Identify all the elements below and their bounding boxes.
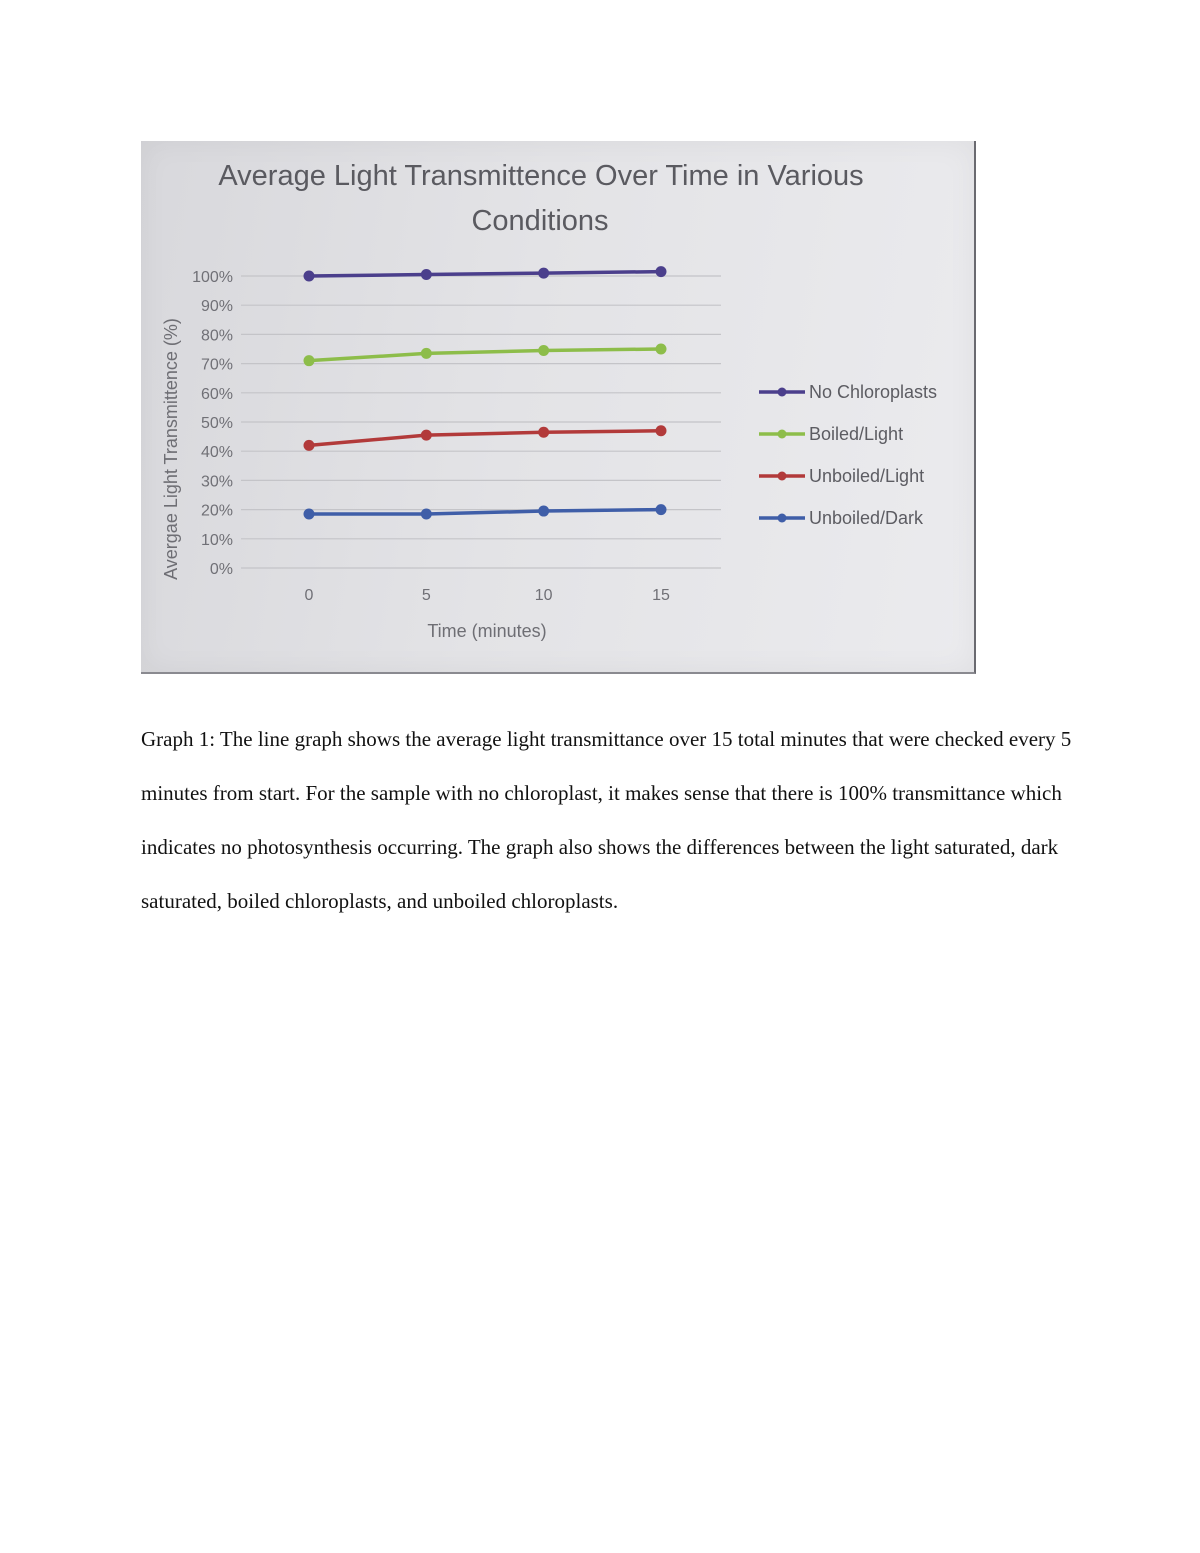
data-point bbox=[656, 504, 667, 515]
y-tick-label: 90% bbox=[200, 298, 233, 316]
series-unboiled-dark bbox=[304, 504, 667, 519]
data-point bbox=[304, 508, 315, 519]
x-tick-label: 15 bbox=[652, 587, 670, 604]
gridlines bbox=[241, 276, 721, 568]
legend bbox=[759, 382, 937, 528]
data-point bbox=[421, 348, 432, 359]
y-tick-label: 10% bbox=[200, 531, 233, 549]
y-tick-label: 30% bbox=[200, 473, 233, 491]
series-line bbox=[309, 431, 661, 446]
legend-swatch-marker bbox=[778, 472, 787, 481]
data-point bbox=[538, 268, 549, 279]
y-tick-label: 100% bbox=[192, 269, 233, 286]
series-unboiled-light bbox=[304, 425, 667, 451]
series-line bbox=[309, 349, 661, 361]
data-point bbox=[421, 430, 432, 441]
x-axis-title: Time (minutes) bbox=[427, 621, 547, 641]
y-axis-title: Avergae Light Transmittence (%) bbox=[161, 318, 181, 580]
data-point bbox=[304, 355, 315, 366]
x-tick-label: 0 bbox=[304, 587, 314, 604]
data-point bbox=[656, 425, 667, 436]
series-no-chloroplasts bbox=[304, 266, 667, 281]
y-axis-ticks bbox=[192, 269, 233, 578]
x-tick-label: 10 bbox=[534, 587, 553, 604]
y-tick-label: 0% bbox=[209, 561, 233, 578]
legend-label: No Chloroplasts bbox=[809, 382, 938, 402]
legend-item bbox=[759, 424, 903, 444]
data-point bbox=[421, 508, 432, 519]
chart-title-line-1: Average Light Transmittence Over Time in Various bbox=[218, 160, 864, 192]
series-line bbox=[309, 272, 661, 276]
y-tick-label: 70% bbox=[200, 356, 233, 374]
legend-swatch-marker bbox=[778, 388, 787, 397]
legend-label: Unboiled/Light bbox=[809, 466, 925, 486]
graph-caption: Graph 1: The line graph shows the average light transmittance over 15 total minutes that were checked every 5 minutes from start. For the sample with no chloroplast, it makes sense that there is 100% transmittance which indicates no photosynthesis occurring. The graph also shows the differences between the light saturated, dark saturated, boiled chloroplasts, and unboiled chloroplasts. bbox=[141, 727, 1072, 913]
x-tick-label: 5 bbox=[421, 587, 431, 604]
y-tick-label: 40% bbox=[200, 444, 233, 462]
legend-swatch-marker bbox=[778, 430, 787, 439]
y-tick-label: 20% bbox=[200, 502, 233, 520]
chart-image bbox=[141, 141, 976, 674]
data-point bbox=[304, 440, 315, 451]
chart-title-line-2: Conditions bbox=[471, 205, 609, 237]
x-axis-ticks bbox=[305, 587, 670, 604]
y-tick-label: 80% bbox=[200, 327, 233, 345]
legend-label: Boiled/Light bbox=[809, 424, 904, 444]
data-point bbox=[656, 344, 667, 355]
legend-swatch-marker bbox=[778, 514, 787, 523]
legend-label: Unboiled/Dark bbox=[809, 508, 924, 528]
legend-item bbox=[759, 466, 924, 486]
data-point bbox=[538, 345, 549, 356]
line-chart bbox=[141, 141, 974, 672]
series-line bbox=[309, 510, 661, 514]
y-tick-label: 50% bbox=[200, 415, 233, 432]
legend-item bbox=[759, 382, 937, 402]
data-point bbox=[538, 506, 549, 517]
data-point bbox=[538, 427, 549, 438]
data-point bbox=[656, 266, 667, 277]
legend-item bbox=[759, 508, 924, 528]
data-point bbox=[421, 269, 432, 280]
series-boiled-light bbox=[304, 344, 667, 367]
y-tick-label: 60% bbox=[200, 385, 233, 403]
chart-title bbox=[218, 160, 863, 237]
data-point bbox=[304, 271, 315, 282]
